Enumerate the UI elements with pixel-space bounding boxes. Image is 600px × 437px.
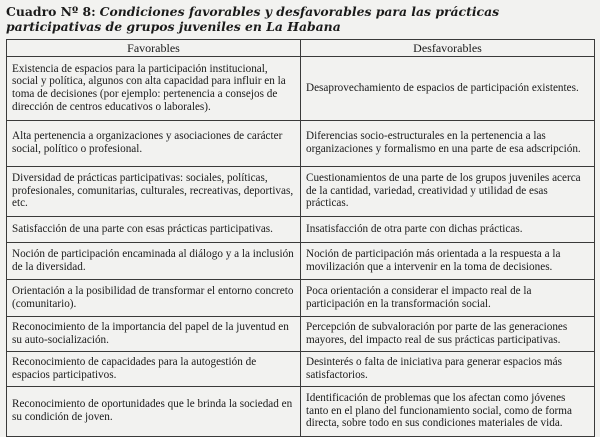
favorable-cell: Reconocimiento de capacidades para la autogestión de espacios participativos. (7, 352, 301, 387)
favorable-cell: Existencia de espacios para la participación institucional, social y política, algunos con alta capacidad para influir en la toma de decisiones (por ejemplo: pertenencia a consejos de dirección de centros educativos o laborales). (7, 57, 301, 121)
table-row (7, 317, 595, 352)
conditions-table (6, 39, 595, 437)
header-favorables: Favorables (7, 40, 301, 57)
table-row (7, 167, 595, 217)
favorable-cell: Reconocimiento de la importancia del papel de la juventud en su auto-socialización. (7, 317, 301, 352)
table-row (7, 217, 595, 243)
favorable-cell: Alta pertenencia a organizaciones y asociaciones de carácter social, político o profesional. (7, 121, 301, 167)
desfavorable-cell: Noción de participación más orientada a la respuesta a la movilización que a intervenir en la toma de decisiones. (301, 243, 595, 280)
table-row (7, 57, 595, 121)
desfavorable-cell: Insatisfacción de otra parte con dichas prácticas. (301, 217, 595, 243)
favorable-cell: Noción de participación encaminada al diálogo y a la inclusión de la diversidad. (7, 243, 301, 280)
favorable-cell: Orientación a la posibilidad de transformar el entorno concreto (comunitario). (7, 280, 301, 317)
favorable-cell: Reconocimiento de oportunidades que le brinda la sociedad en su condición de joven. (7, 387, 301, 437)
table-row (7, 280, 595, 317)
desfavorable-cell: Desaprovechamiento de espacios de participación existentes. (301, 57, 595, 121)
desfavorable-cell: Identificación de problemas que los afectan como jóvenes tanto en el plano del funcionamiento social, como de forma directa, sobre todo en sus condiciones materiales de vida. (301, 387, 595, 437)
table-row (7, 121, 595, 167)
desfavorable-cell: Poca orientación a considerar el impacto real de la participación en la transformación social. (301, 280, 595, 317)
favorable-cell: Satisfacción de una parte con esas prácticas participativas. (7, 217, 301, 243)
header-desfavorables: Desfavorables (301, 40, 595, 57)
caption-title: Condiciones favorables y desfavorables para las prácticas participativas de grupos juveniles en La Habana (6, 4, 500, 34)
table-row (7, 243, 595, 280)
favorable-cell: Diversidad de prácticas participativas: sociales, políticas, profesionales, comunitarias, culturales, recreativas, deportivas, etc. (7, 167, 301, 217)
table-header-row (7, 40, 595, 57)
desfavorable-cell: Desinterés o falta de iniciativa para generar espacios más satisfactorios. (301, 352, 595, 387)
table-row (7, 352, 595, 387)
table-row (7, 387, 595, 437)
desfavorable-cell: Cuestionamientos de una parte de los grupos juveniles acerca de la cantidad, variedad, creatividad y utilidad de esas prácticas. (301, 167, 595, 217)
desfavorable-cell: Percepción de subvaloración por parte de las generaciones mayores, del impacto real de sus prácticas participativas. (301, 317, 595, 352)
table-caption (6, 4, 596, 34)
desfavorable-cell: Diferencias socio-estructurales en la pertenencia a las organizaciones y formalismo en una parte de esa adscripción. (301, 121, 595, 167)
caption-label: Cuadro Nº 8: (6, 4, 96, 19)
